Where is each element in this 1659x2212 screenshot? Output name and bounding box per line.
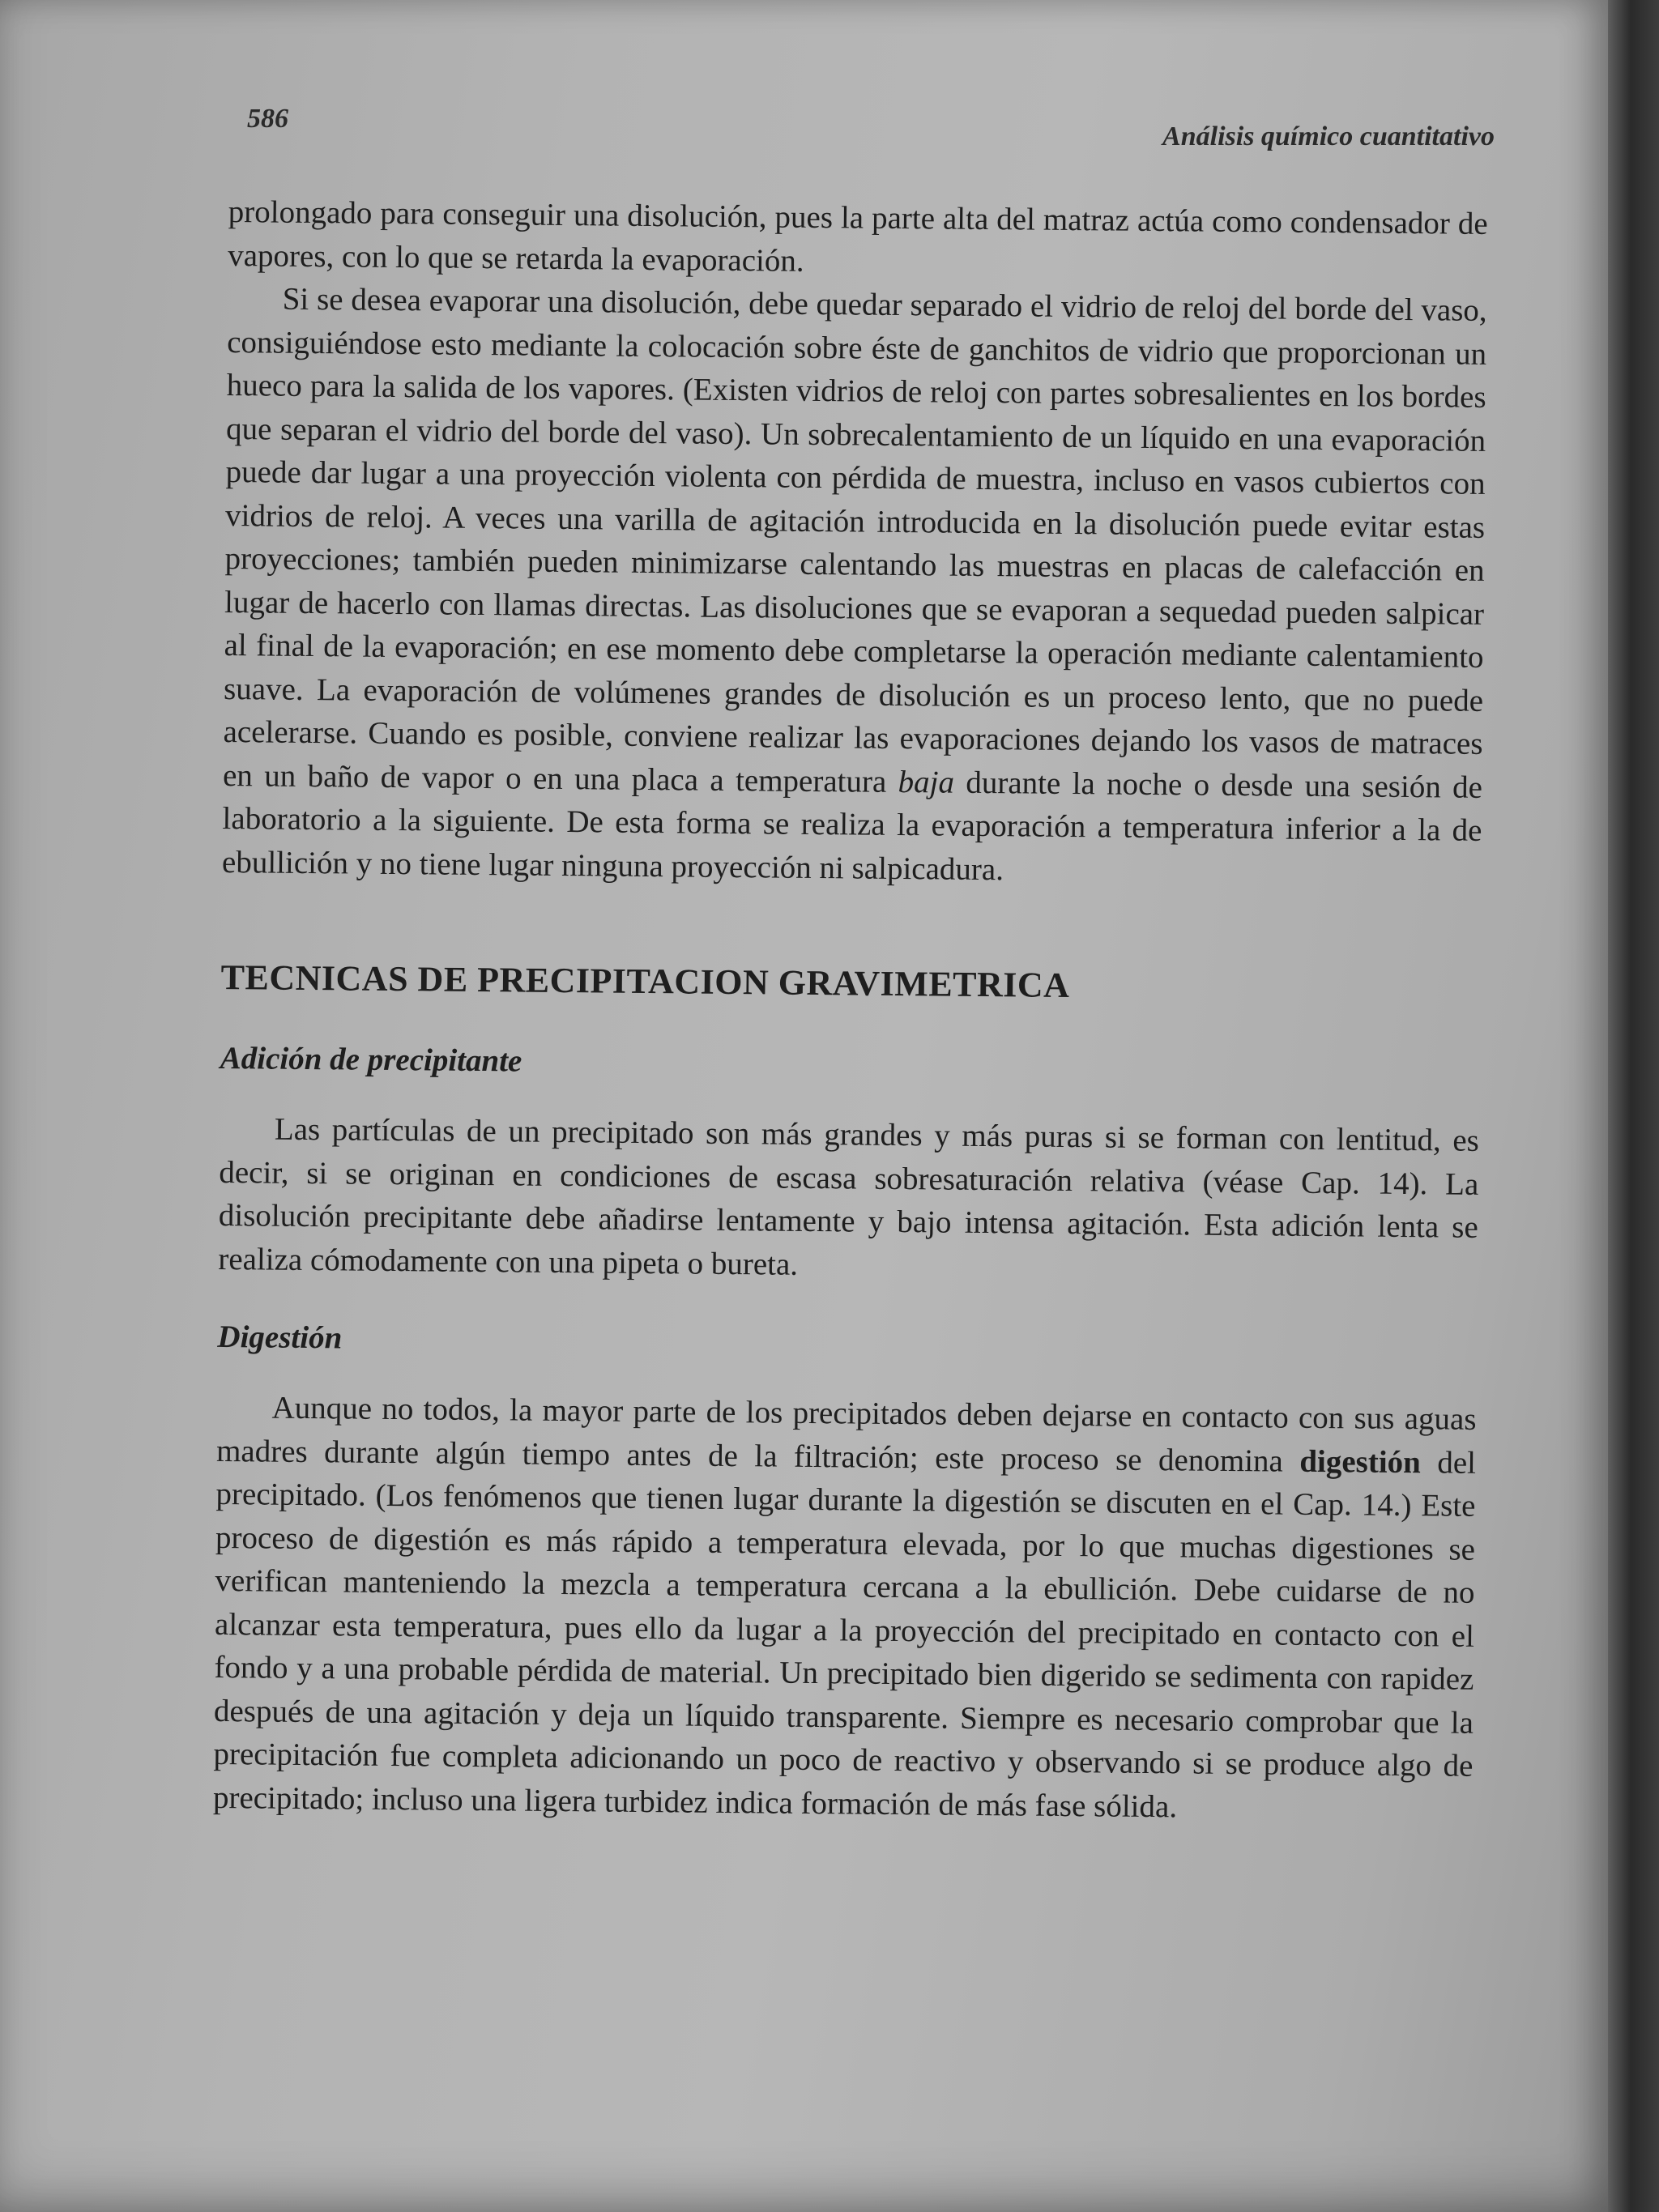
book-gutter-shadow (1608, 0, 1659, 2212)
paragraph-digestion-text-2: del precipitado. (Los fenómenos que tienen lugar durante la digestión se discuten en el Cap. 14.) Este proceso de digestión es más rápido a temperatura elevada, por lo que muchas digestiones se verifican manteniendo la mezcla a temperatura cercana a la ebullición. Debe cuidarse de no alcanzar esta temperatura, pues ello da lugar a la proyección del precipitado en contacto con el fondo y a una probable pérdida de material. Un precipitado bien digerido se sedimenta con rapidez después de una agitación y deja un líquido transparente. Siempre es necesario comprobar que la precipitación fue completa adicionando un poco de reactivo y observando si se produce algo de precipitado; incluso una ligera turbidez indica formación de más fase sólida. (212, 1444, 1477, 1824)
running-title: Análisis químico cuantitativo (1162, 121, 1495, 151)
paragraph-digestion-text-1: Aunque no todos, la mayor parte de los precipitados deben dejarse en contacto con sus aguas madres durante algún tiempo antes de la filtración; este proceso se denomina (215, 1390, 1477, 1479)
bold-term-digestion: digestión (1299, 1443, 1422, 1480)
paragraph-evaporation (222, 277, 1487, 896)
running-header (247, 104, 1495, 152)
subheading-digestion: Digestión (217, 1319, 343, 1356)
page-body (213, 190, 1488, 1831)
italic-term-baja: baja (898, 764, 955, 800)
paragraph-adicion: Las partículas de un precipitado son más grandes y más puras si se forman con lentitud, es decir, si se originan en condiciones de escasa sobresaturación relativa (véase Cap. 14). La disolución precipitante debe añadirse lentamente y bajo intensa agitación. Esta adición lenta se realiza cómodamente con una pipeta o bureta. (218, 1111, 1480, 1282)
paragraph-digestion (213, 1386, 1477, 1831)
subheading-adicion: Adición de precipitante (220, 1040, 522, 1079)
page-number: 586 (247, 104, 288, 134)
paragraph-evaporation-text-1: Si se desea evaporar una disolución, debe quedar separado el vidrio de reloj del borde del vaso, consiguiéndose esto mediante la colocación sobre éste de ganchitos de vidrio que proporcionan un hueco para la salida de los vapores. (Existen vidrios de reloj con partes sobresalientes en los bordes que separan el vidrio del borde del vaso). Un sobrecalentamiento de un líquido en una evaporación puede dar lugar a una proyección violenta con pérdida de muestra, incluso en vasos cubiertos con vidrios de reloj. A veces una varilla de agitación introducida en la disolución puede evitar estas proyecciones; también pueden minimizarse calentando las muestras en placas de calefacción en lugar de hacerlo con llamas directas. Las disoluciones que se evaporan a sequedad pueden salpicar al final de la evaporación; en ese momento debe completarse la operación mediante calentamiento suave. La evaporación de volúmenes grandes de disolución es un proceso lento, que no puede acelerarse. Cuando es posible, conviene realizar las evaporaciones dejando los vasos de matraces en un baño de vapor o en una placa a temperatura (222, 281, 1487, 799)
section-title: TECNICAS DE PRECIPITACION GRAVIMETRICA (220, 957, 1070, 1006)
paragraph-continuation: prolongado para conseguir una disolución, pues la parte alta del matraz actúa como condensador de vapores, con lo que se retarda la evaporación. (228, 194, 1488, 279)
paragraph-evaporation-text-2: durante la noche o desde una sesión de laboratorio a la siguiente. De esta forma se realiza la evaporación a temperatura inferior a la de ebullición y no tiene lugar ninguna proyección ni salpicadura. (221, 765, 1483, 887)
